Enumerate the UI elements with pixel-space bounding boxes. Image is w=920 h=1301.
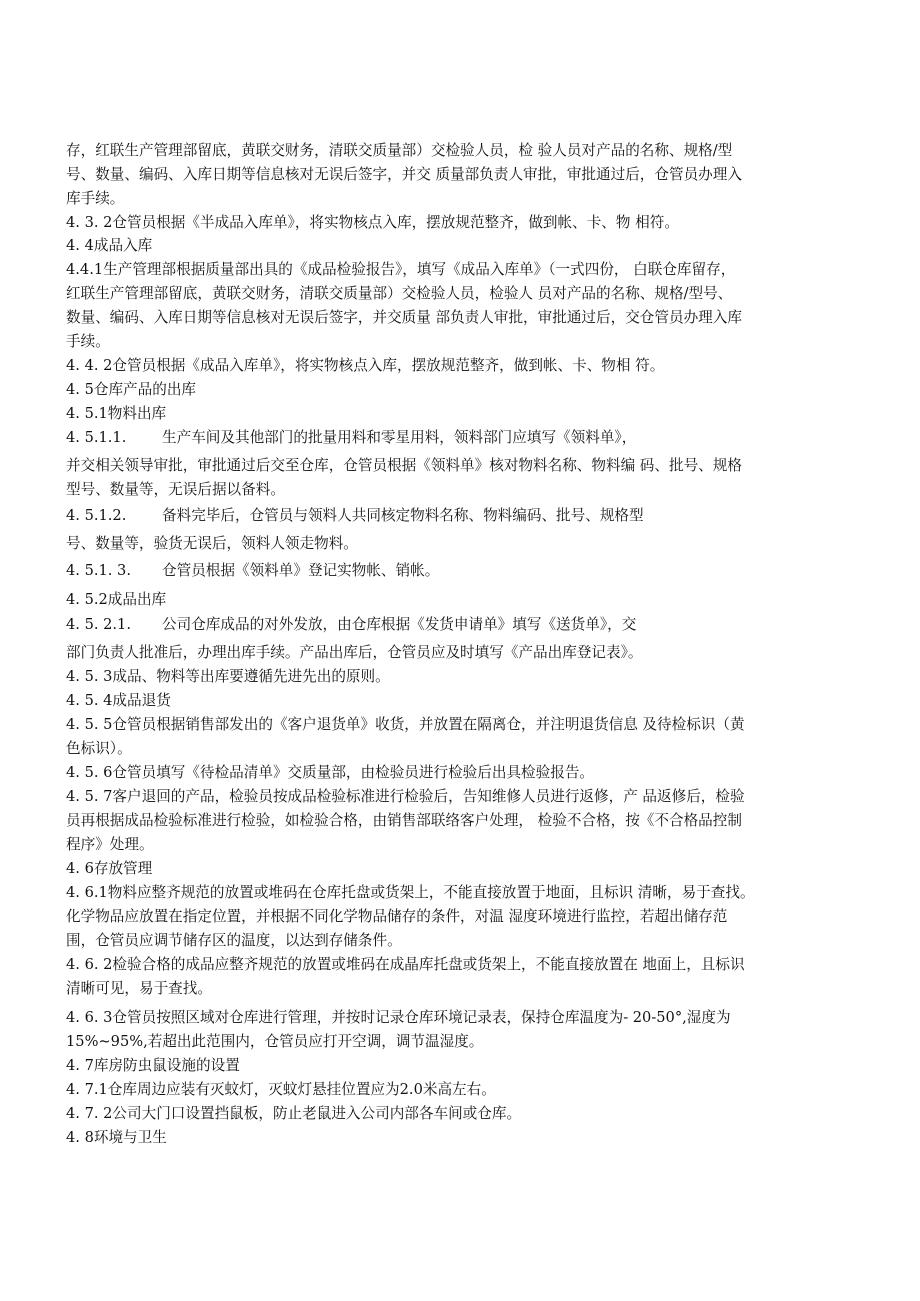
text-line: 并交相关领导审批，审批通过后交至仓库，仓管员根据《领料单》核对物料名称、物料编 码、批号、规格 [66, 457, 742, 474]
text-line: 4.4.1生产管理部根据质量部出具的《成品检验报告》，填写《成品入库单》（一式四份， 白联仓库留存， [66, 261, 736, 278]
text-line: 4. 6. 3仓管员按照区域对仓库进行管理，并按时记录仓库环境记录表，保持仓库温度为- 20-50°,湿度为 [66, 1009, 731, 1026]
text-line: 化学物品应放置在指定位置，并根据不同化学物品储存的条件，对温 湿度环境进行监控，若超出储存范 [66, 908, 728, 925]
item-text: 公司仓库成品的对外发放，由仓库根据《发货申请单》填写《送货单》，交 [162, 616, 637, 633]
text-line: 库手续。 [66, 190, 125, 207]
item-text: 备料完毕后，仓管员与领料人共同核定物料名称、物料编码、批号、规格型 [162, 507, 644, 524]
text-line: 存，红联生产管理部留底，黄联交财务，清联交质量部）交检验人员，检 验人员对产品的名称、规格/型 [66, 142, 733, 159]
text-line: 4. 5. 3成品、物料等出库要遵循先进先出的原则。 [66, 668, 390, 685]
item-number: 4. 5. 2.1. [66, 616, 131, 633]
text-line: 号、数量、编码、入库日期等信息核对无误后签字，并交 质量部负责人审批，审批通过后，仓管员办理入 [66, 166, 742, 183]
text-line: 红联生产管理部留底，黄联交财务，清联交质量部）交检验人员，检验人 员对产品的名称、规格/型号、 [66, 285, 733, 302]
item-text: 生产车间及其他部门的批量用料和零星用料，领料部门应填写《领料单》， [162, 429, 637, 446]
text-line: 手续。 [66, 333, 110, 350]
section-heading: 4. 8环境与卫生 [66, 1129, 167, 1146]
text-line: 号、数量等，验货无误后，领料人领走物料。 [66, 535, 358, 552]
text-line: 数量、编码、入库日期等信息核对无误后签字，并交质量 部负责人审批，审批通过后，交仓管员办理入库 [66, 309, 742, 326]
section-heading: 4. 5.2成品出库 [66, 591, 167, 608]
item-text: 仓管员根据《领料单》登记实物帐、销帐。 [162, 562, 440, 579]
text-line: 4. 6.1物料应整齐规范的放置或堆码在仓库托盘或货架上，不能直接放置于地面，且标识 清晰，易于查找。 [66, 884, 755, 901]
text-line: 4. 3. 2仓管员根据《半成品入库单》，将实物核点入库，摆放规范整齐，做到帐、卡、物 相符。 [66, 214, 679, 231]
text-line: 4. 4. 2仓管员根据《成品入库单》，将实物核点入库，摆放规范整齐，做到帐、卡、物相 符。 [66, 357, 665, 374]
text-line: 4. 5. 7客户退回的产品，检验员按成品检验标准进行检验后，告知维修人员进行返修，产 品返修后，检验 [66, 788, 745, 805]
section-heading: 4. 5. 4成品退货 [66, 692, 171, 709]
section-heading: 4. 6存放管理 [66, 860, 153, 877]
text-line: 程序》处理。 [66, 836, 154, 853]
text-line: 部门负责人批准后，办理出库手续。产品出库后，仓管员应及时填写《产品出库登记表》。 [66, 644, 643, 661]
text-line: 4. 6. 2检验合格的成品应整齐规范的放置或堆码在成晶库托盘或货架上，不能直接放置在 地面上，且标识 [66, 956, 745, 973]
text-line: 4. 7.1仓库周边应装有灭蚊灯，灭蚊灯悬挂位置应为2.0米高左右。 [66, 1081, 496, 1098]
text-line: 15%~95%,若超出此范围内，仓管员应打开空调，调节温湿度。 [66, 1033, 484, 1050]
section-heading: 4. 7库房防虫鼠设施的设置 [66, 1057, 240, 1074]
text-line: 4. 7. 2公司大门口设置挡鼠板，防止老鼠进入公司内部各车间或仓库。 [66, 1105, 522, 1122]
text-line: 型号、数量等，无误后据以备料。 [66, 481, 285, 498]
text-line: 围，仓管员应调节储存区的温度，以达到存储条件。 [66, 932, 402, 949]
text-line: 4. 5. 5仓管员根据销售部发出的《客户退货单》收货，并放置在隔离仓，并注明退货信息 及待检标识（黄 [66, 716, 745, 733]
text-line: 员再根据成品检验标准进行检验，如检验合格，由销售部联络客户处理， 检验不合格，按《不合格品控制 [66, 812, 742, 829]
numbered-line [66, 506, 866, 526]
numbered-line [66, 615, 866, 635]
text-line: 清晰可见，易于查找。 [66, 980, 212, 997]
item-number: 4. 5.1.2. [66, 507, 127, 524]
item-number: 4. 5.1.1. [66, 429, 127, 446]
section-heading: 4. 5.1物料出库 [66, 405, 167, 422]
numbered-line [66, 561, 866, 581]
numbered-line [66, 428, 866, 448]
section-heading: 4. 4成品入库 [66, 237, 153, 254]
section-heading: 4. 5仓库产品的出库 [66, 381, 197, 398]
text-line: 4. 5. 6仓管员填写《待检品清单》交质量部，由检验员进行检验后出具检验报告。 [66, 764, 595, 781]
text-line: 色标识）。 [66, 740, 132, 757]
item-number: 4. 5.1. 3. [66, 562, 131, 579]
